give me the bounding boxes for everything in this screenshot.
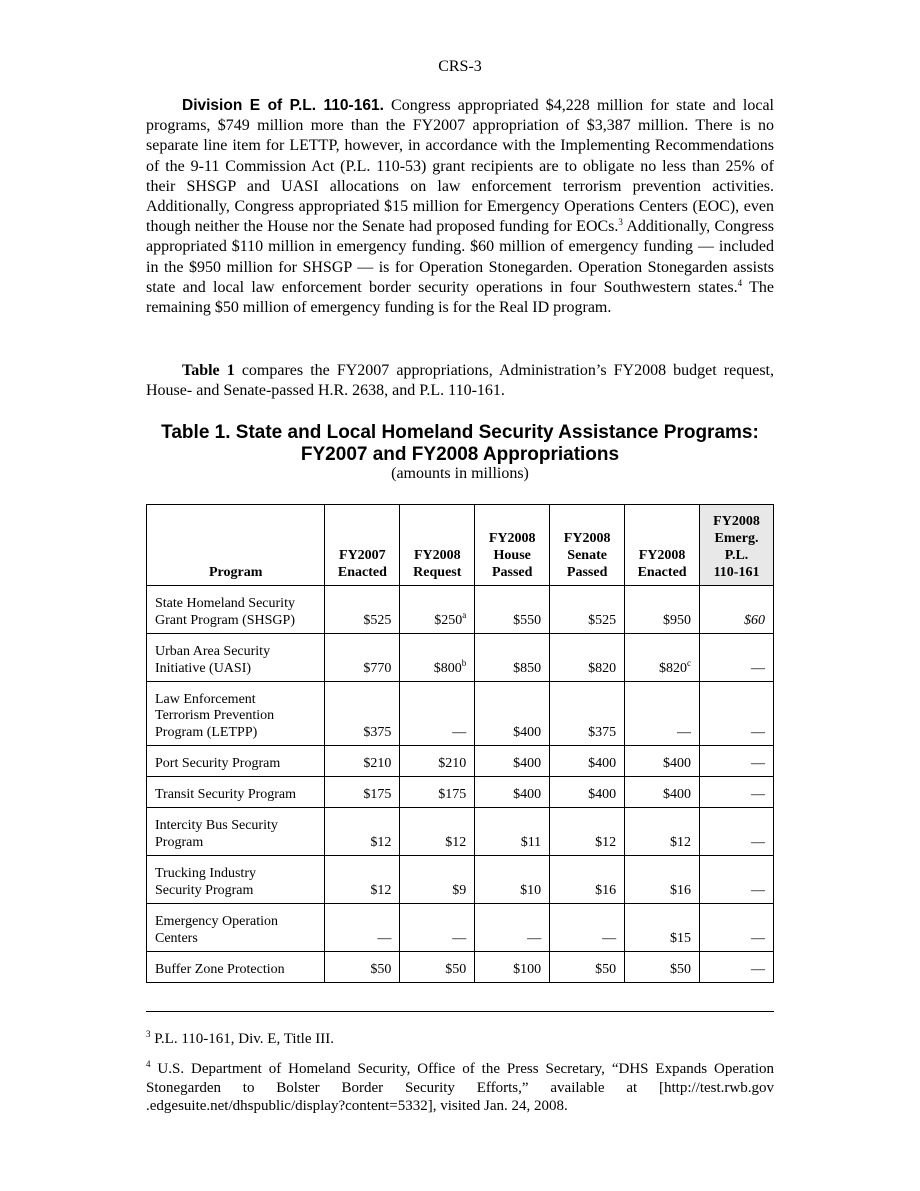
senate-cell: $50 — [550, 952, 625, 983]
house-cell: $850 — [475, 634, 550, 682]
request-cell: $800$^b$ — [400, 634, 475, 682]
emergency-cell: $60 — [700, 586, 774, 634]
header-fy2008-request: FY2008 Request — [400, 505, 475, 586]
fy2007-cell: $50 — [325, 952, 400, 983]
program-name-cell: Trucking Industry Security Program — [147, 856, 325, 904]
page-header: CRS-3 — [438, 58, 482, 75]
enacted-cell: $50 — [625, 952, 700, 983]
emergency-cell: — — [700, 777, 774, 808]
table-row — [147, 904, 774, 952]
table-row — [147, 808, 774, 856]
table-title-line: FY2007 and FY2008 Appropriations — [300, 444, 620, 465]
request-cell: — — [400, 904, 475, 952]
senate-cell: — — [550, 904, 625, 952]
table-subtitle: (amounts in millions) — [391, 465, 529, 482]
fy2007-cell: $175 — [325, 777, 400, 808]
header-program: Program — [147, 505, 325, 586]
fy2007-cell: $525 — [325, 586, 400, 634]
table-row — [147, 856, 774, 904]
fy2007-cell: $12 — [325, 808, 400, 856]
fy2007-cell: $770 — [325, 634, 400, 682]
paragraph-text: compares the FY2007 appropriations, Administration’s FY2008 budget request, House- and Senate-passed H.R. 2638, and P.L. 110-161. — [146, 362, 774, 400]
table-title-line: Table 1. State and Local Homeland Security Assistance Programs: — [161, 422, 759, 443]
header-fy2008-house-passed: FY2008 House Passed — [475, 505, 550, 586]
table-row — [147, 746, 774, 777]
paragraph-text: The remaining $50 million of emergency funding is for the Real ID program. — [146, 278, 775, 317]
header-fy2008-enacted: FY2008 Enacted — [625, 505, 700, 586]
senate-cell: $820 — [550, 634, 625, 682]
program-name-cell: Transit Security Program — [147, 777, 325, 808]
table-row — [147, 586, 774, 634]
senate-cell: $16 — [550, 856, 625, 904]
table-row — [147, 682, 774, 746]
paragraph-text: Congress appropriated $4,228 million for state and local programs, $749 million more than the FY2007 appropriation of $3,387 million. There is no separate line item for LETTP, however, in accordance with the Implementing Recommendations of the 9-11 Commission Act (P.L. 110-53) grant recipients are to obligate no less than 25% of their SHSGP and UASI allocations on law enforcement terrorism prevention activities. Additionally, Congress appropriated $15 million for Emergency Operations Centers (EOC), even though neither the House nor the Senate had proposed funding for EOCs. — [146, 97, 774, 236]
program-name-cell: Port Security Program — [147, 746, 325, 777]
enacted-cell: $400 — [625, 746, 700, 777]
emergency-cell: — — [700, 856, 774, 904]
senate-cell: $400 — [550, 777, 625, 808]
program-name-cell: Law Enforcement Terrorism Prevention Program (LETPP) — [147, 682, 325, 746]
enacted-cell: $16 — [625, 856, 700, 904]
fy2007-cell: — — [325, 904, 400, 952]
enacted-cell: $15 — [625, 904, 700, 952]
senate-cell: $400 — [550, 746, 625, 777]
request-cell: $50 — [400, 952, 475, 983]
header-fy2008-emergency: FY2008 Emerg. P.L. 110-161 — [700, 505, 774, 586]
footnote-ref-3: 3 — [618, 217, 623, 228]
request-cell: — — [400, 682, 475, 746]
request-cell: $175 — [400, 777, 475, 808]
senate-cell: $525 — [550, 586, 625, 634]
house-cell: $100 — [475, 952, 550, 983]
footnote-number: 3 — [146, 1029, 151, 1039]
paragraph-text: Additionally, Congress appropriated $110 million in emergency funding. $60 million of emergency funding — included in the $950 million for SHSGP — is for Operation Stonegarden. Operation Stonegarden assists state and local law enforcement border security operations in four Southwestern states. — [146, 218, 775, 296]
footnote-number: 4 — [146, 1059, 151, 1069]
paragraph-table-intro — [146, 361, 774, 401]
enacted-cell: $12 — [625, 808, 700, 856]
fy2007-cell: $210 — [325, 746, 400, 777]
table-header-row — [147, 505, 774, 586]
table-row — [147, 952, 774, 983]
header-fy2008-senate-passed: FY2008 Senate Passed — [550, 505, 625, 586]
paragraph-lead-heading: Division E of P.L. 110-161. — [182, 97, 384, 114]
footnote-text: U.S. Department of Homeland Security, Office of the Press Secretary, “DHS Expands Operation Stonegarden to Bolster Border Security Efforts,” available at [http://test.rwb.gov .edgesuite.net/dhspublic/display?content=5332], visited Jan. 24, 2008. — [146, 1061, 774, 1114]
enacted-cell: — — [625, 682, 700, 746]
program-name-cell: Emergency Operation Centers — [147, 904, 325, 952]
house-cell: $400 — [475, 682, 550, 746]
house-cell: $400 — [475, 746, 550, 777]
program-name-cell: Buffer Zone Protection — [147, 952, 325, 983]
emergency-cell: — — [700, 746, 774, 777]
footnote-ref-4: 4 — [737, 277, 743, 288]
house-cell: $10 — [475, 856, 550, 904]
table-row — [147, 777, 774, 808]
paragraph-division-e — [146, 96, 774, 318]
enacted-cell: $950 — [625, 586, 700, 634]
request-cell: $9 — [400, 856, 475, 904]
footnote-4 — [146, 1060, 774, 1116]
program-name-cell: Intercity Bus Security Program — [147, 808, 325, 856]
footnote-3 — [146, 1030, 774, 1049]
request-cell: $210 — [400, 746, 475, 777]
senate-cell: $375 — [550, 682, 625, 746]
emergency-cell: — — [700, 952, 774, 983]
request-cell: $12 — [400, 808, 475, 856]
enacted-cell: $820$^c$ — [625, 634, 700, 682]
table-row — [147, 634, 774, 682]
emergency-cell: — — [700, 904, 774, 952]
header-fy2007-enacted: FY2007 Enacted — [325, 505, 400, 586]
house-cell: $400 — [475, 777, 550, 808]
senate-cell: $12 — [550, 808, 625, 856]
house-cell: $11 — [475, 808, 550, 856]
emergency-cell: — — [700, 808, 774, 856]
table-reference: Table 1 — [182, 362, 235, 379]
footnote-text: P.L. 110-161, Div. E, Title III. — [150, 1031, 334, 1047]
table-title — [0, 422, 920, 466]
fy2007-cell: $375 — [325, 682, 400, 746]
program-name-cell: State Homeland Security Grant Program (SHSGP) — [147, 586, 325, 634]
emergency-cell: — — [700, 682, 774, 746]
appropriations-table — [146, 504, 774, 983]
emergency-cell: — — [700, 634, 774, 682]
request-cell: $250$^a$ — [400, 586, 475, 634]
house-cell: $550 — [475, 586, 550, 634]
footnote-divider — [146, 1011, 774, 1012]
program-name-cell: Urban Area Security Initiative (UASI) — [147, 634, 325, 682]
enacted-cell: $400 — [625, 777, 700, 808]
house-cell: — — [475, 904, 550, 952]
fy2007-cell: $12 — [325, 856, 400, 904]
